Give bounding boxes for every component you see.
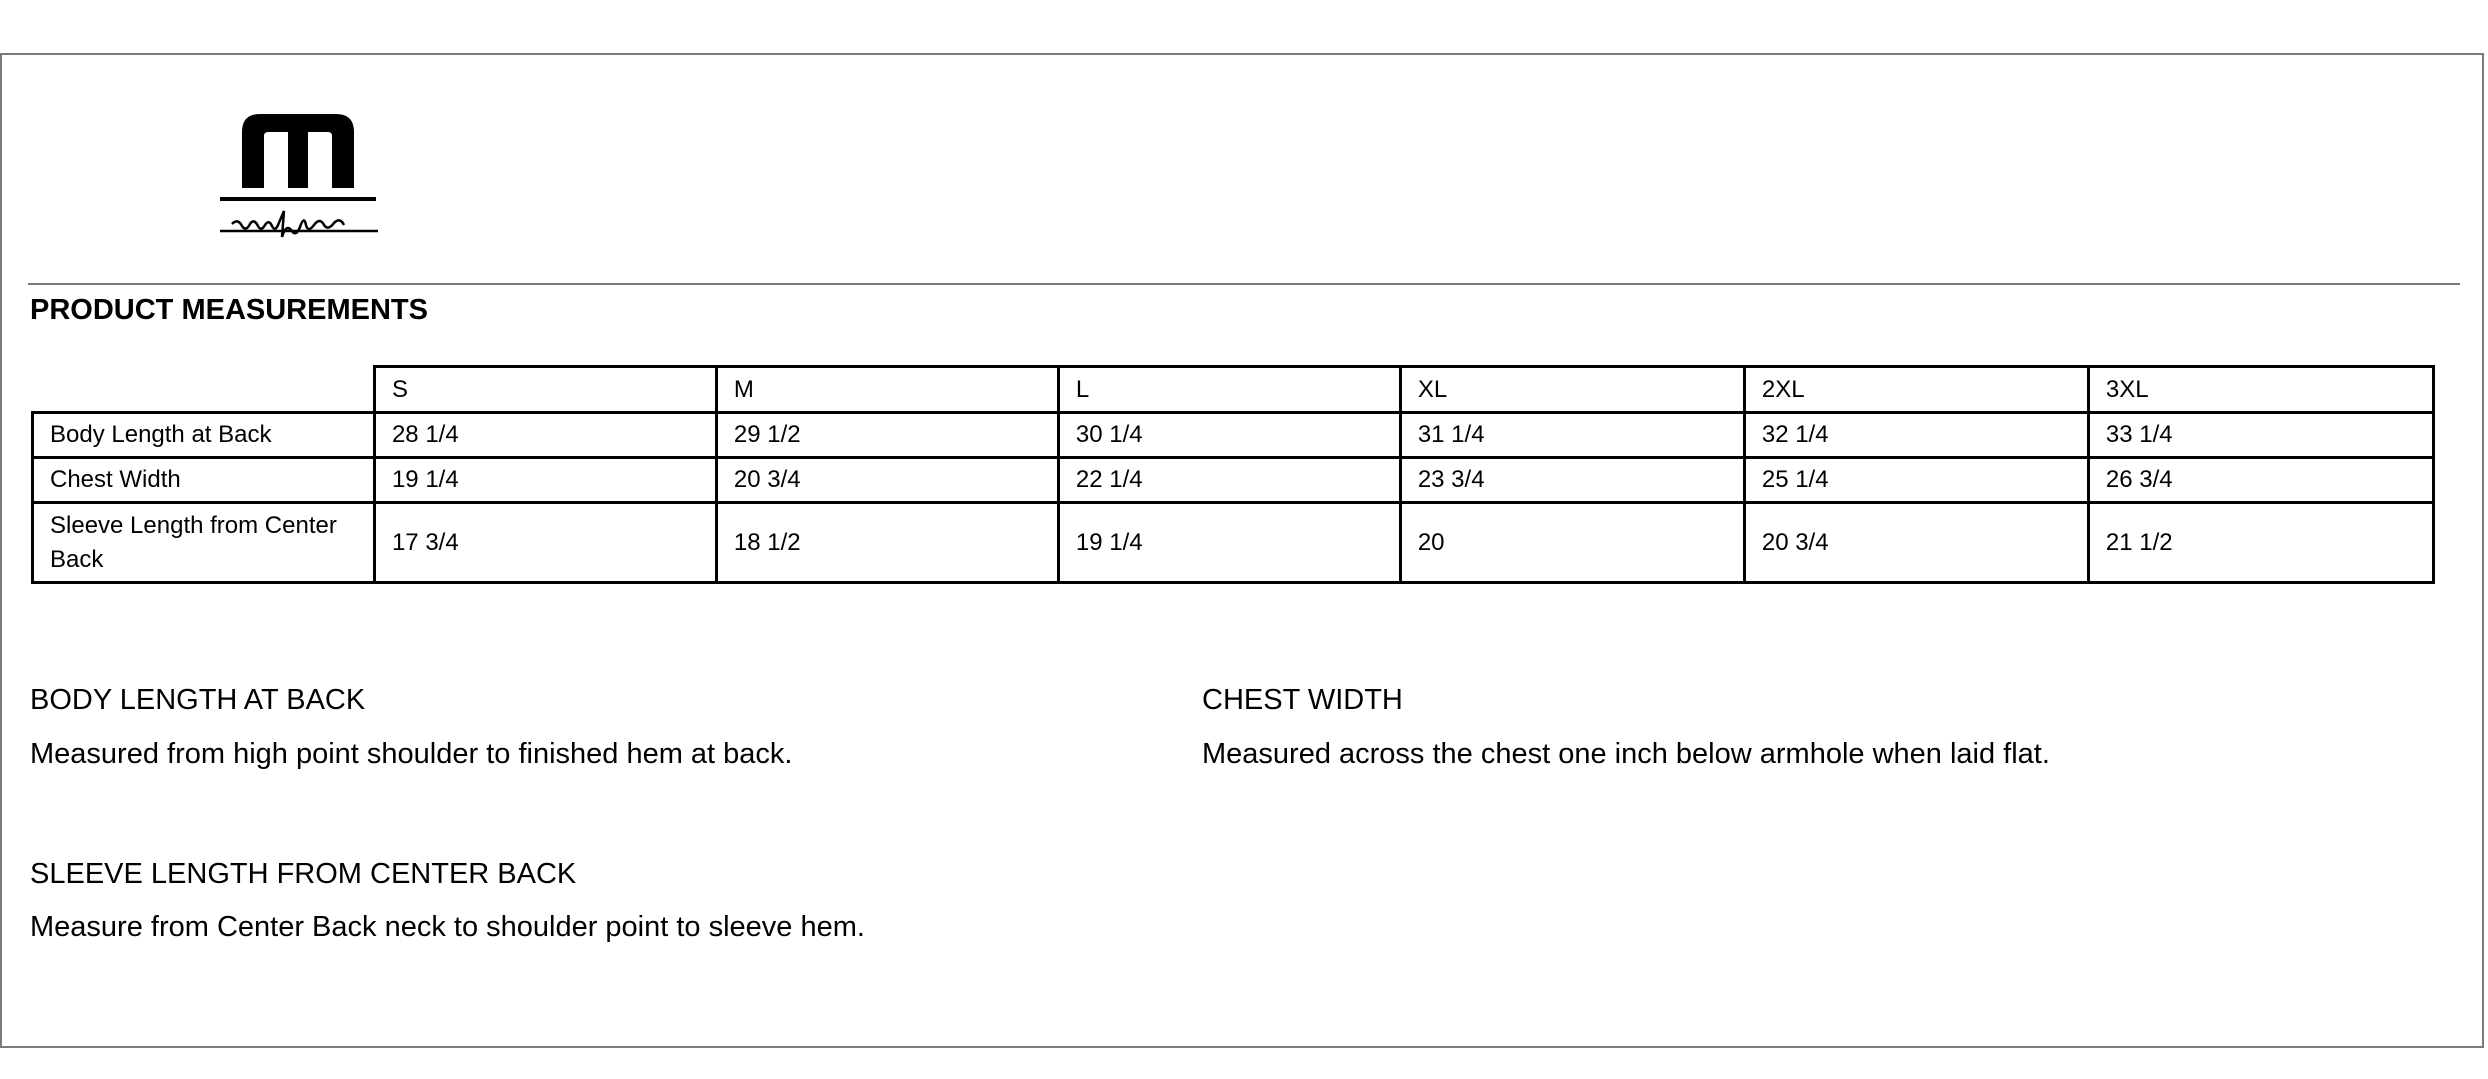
table-cell: 32 1/4 xyxy=(1744,413,2088,458)
description-title-chest-width: CHEST WIDTH xyxy=(1202,684,1403,716)
table-cell: 17 3/4 xyxy=(374,503,716,583)
table-cell: 19 1/4 xyxy=(374,458,716,503)
table-cell: 33 1/4 xyxy=(2088,413,2433,458)
table-cell: 31 1/4 xyxy=(1400,413,1744,458)
table-cell: 19 1/4 xyxy=(1058,503,1400,583)
table-cell: 26 3/4 xyxy=(2088,458,2433,503)
table-cell: 20 3/4 xyxy=(1744,503,2088,583)
table-cell: 29 1/2 xyxy=(716,413,1058,458)
table-row xyxy=(33,458,2434,503)
description-text-body-length: Measured from high point shoulder to finished hem at back. xyxy=(30,738,793,770)
measurements-table xyxy=(31,365,2435,584)
table-cell: 20 xyxy=(1400,503,1744,583)
brand-logo-icon xyxy=(218,110,378,245)
size-header: L xyxy=(1058,367,1400,413)
description-title-body-length: BODY LENGTH AT BACK xyxy=(30,684,366,716)
size-header: XL xyxy=(1400,367,1744,413)
row-label: Sleeve Length from Center Back xyxy=(33,503,375,583)
table-row xyxy=(33,413,2434,458)
description-text-chest-width: Measured across the chest one inch below armhole when laid flat. xyxy=(1202,738,2050,770)
header-divider xyxy=(28,283,2460,285)
table-cell: 20 3/4 xyxy=(716,458,1058,503)
row-label: Chest Width xyxy=(33,458,375,503)
table-cell: 23 3/4 xyxy=(1400,458,1744,503)
table-cell: 28 1/4 xyxy=(374,413,716,458)
table-cell: 21 1/2 xyxy=(2088,503,2433,583)
size-header: S xyxy=(374,367,716,413)
table-row xyxy=(33,503,2434,583)
row-label: Body Length at Back xyxy=(33,413,375,458)
size-header: 2XL xyxy=(1744,367,2088,413)
size-header: M xyxy=(716,367,1058,413)
table-header-row xyxy=(33,367,2434,413)
table-corner-cell xyxy=(33,367,375,413)
section-title: PRODUCT MEASUREMENTS xyxy=(30,294,428,326)
size-header: 3XL xyxy=(2088,367,2433,413)
table-cell: 22 1/4 xyxy=(1058,458,1400,503)
table-cell: 25 1/4 xyxy=(1744,458,2088,503)
description-text-sleeve-length: Measure from Center Back neck to shoulder point to sleeve hem. xyxy=(30,911,865,943)
table-cell: 30 1/4 xyxy=(1058,413,1400,458)
description-title-sleeve-length: SLEEVE LENGTH FROM CENTER BACK xyxy=(30,858,577,890)
table-cell: 18 1/2 xyxy=(716,503,1058,583)
